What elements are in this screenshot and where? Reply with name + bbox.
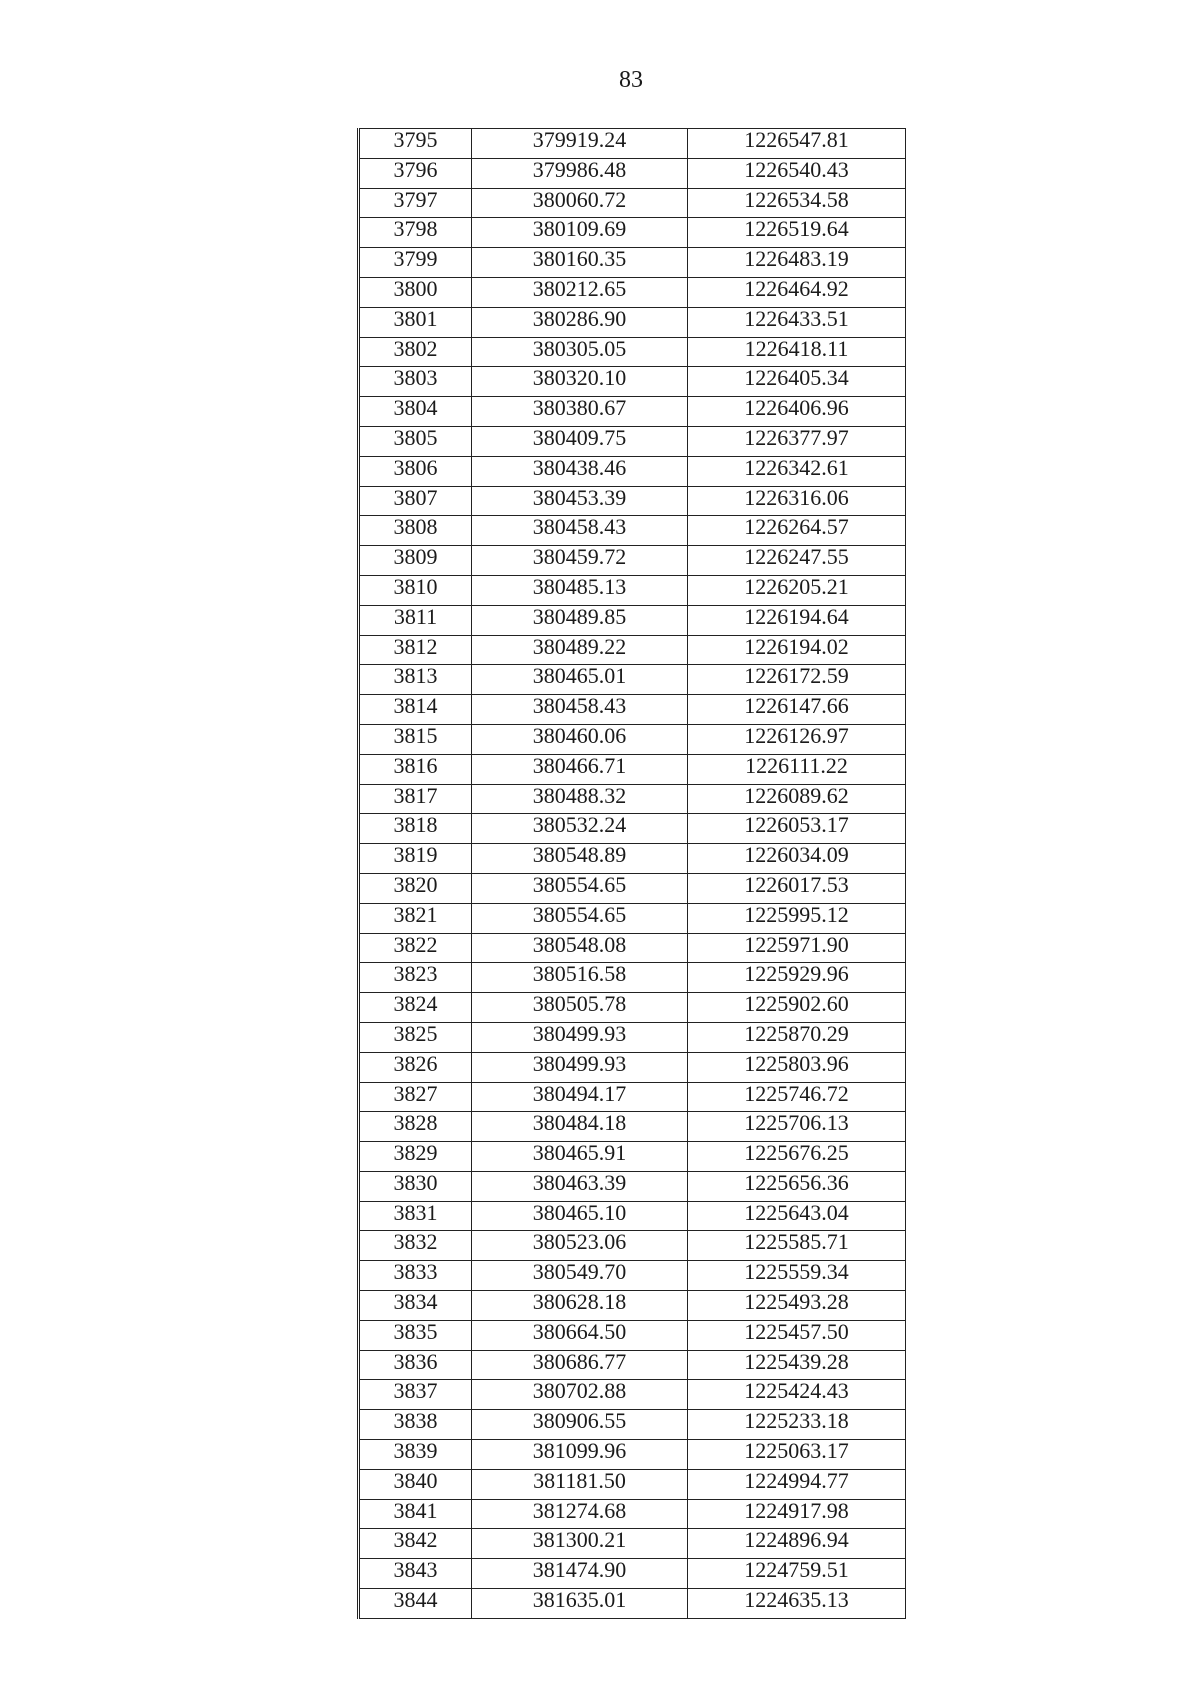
x-coordinate-cell: 380489.22: [472, 635, 688, 665]
x-coordinate-cell: 379919.24: [472, 129, 688, 159]
x-coordinate-cell: 380488.32: [472, 784, 688, 814]
y-coordinate-cell: 1226519.64: [688, 218, 906, 248]
y-coordinate-cell: 1226418.11: [688, 337, 906, 367]
y-coordinate-cell: 1226405.34: [688, 367, 906, 397]
table-row: [359, 993, 906, 1023]
x-coordinate-cell: 380686.77: [472, 1350, 688, 1380]
y-coordinate-cell: 1226264.57: [688, 516, 906, 546]
y-coordinate-cell: 1226534.58: [688, 188, 906, 218]
table-row: [359, 426, 906, 456]
point-number-cell: 3842: [359, 1529, 472, 1559]
x-coordinate-cell: 380484.18: [472, 1112, 688, 1142]
y-coordinate-cell: 1225746.72: [688, 1082, 906, 1112]
point-number-cell: 3808: [359, 516, 472, 546]
point-number-cell: 3827: [359, 1082, 472, 1112]
table-row: [359, 814, 906, 844]
x-coordinate-cell: 381300.21: [472, 1529, 688, 1559]
table-row: [359, 218, 906, 248]
x-coordinate-cell: 380906.55: [472, 1410, 688, 1440]
point-number-cell: 3798: [359, 218, 472, 248]
y-coordinate-cell: 1226377.97: [688, 426, 906, 456]
table-row: [359, 1082, 906, 1112]
x-coordinate-cell: 381099.96: [472, 1440, 688, 1470]
point-number-cell: 3840: [359, 1469, 472, 1499]
page-number: 83: [619, 67, 643, 93]
y-coordinate-cell: 1225559.34: [688, 1261, 906, 1291]
point-number-cell: 3813: [359, 665, 472, 695]
x-coordinate-cell: 380499.93: [472, 1022, 688, 1052]
y-coordinate-cell: 1226194.02: [688, 635, 906, 665]
y-coordinate-cell: 1225902.60: [688, 993, 906, 1023]
table-row: [359, 1380, 906, 1410]
y-coordinate-cell: 1224896.94: [688, 1529, 906, 1559]
table-row: [359, 1231, 906, 1261]
y-coordinate-cell: 1225439.28: [688, 1350, 906, 1380]
x-coordinate-cell: 380554.65: [472, 873, 688, 903]
x-coordinate-cell: 380532.24: [472, 814, 688, 844]
point-number-cell: 3837: [359, 1380, 472, 1410]
y-coordinate-cell: 1225656.36: [688, 1171, 906, 1201]
y-coordinate-cell: 1225063.17: [688, 1440, 906, 1470]
table-row: [359, 1529, 906, 1559]
table-row: [359, 605, 906, 635]
point-number-cell: 3811: [359, 605, 472, 635]
point-number-cell: 3807: [359, 486, 472, 516]
x-coordinate-cell: 380664.50: [472, 1320, 688, 1350]
x-coordinate-cell: 380380.67: [472, 397, 688, 427]
y-coordinate-cell: 1225929.96: [688, 963, 906, 993]
x-coordinate-cell: 380060.72: [472, 188, 688, 218]
y-coordinate-cell: 1225870.29: [688, 1022, 906, 1052]
x-coordinate-cell: 380548.89: [472, 844, 688, 874]
table-row: [359, 1171, 906, 1201]
x-coordinate-cell: 380286.90: [472, 307, 688, 337]
table-row: [359, 844, 906, 874]
x-coordinate-cell: 380516.58: [472, 963, 688, 993]
point-number-cell: 3826: [359, 1052, 472, 1082]
y-coordinate-cell: 1226464.92: [688, 277, 906, 307]
table-row: [359, 277, 906, 307]
table-row: [359, 248, 906, 278]
table-row: [359, 1052, 906, 1082]
point-number-cell: 3818: [359, 814, 472, 844]
point-number-cell: 3796: [359, 158, 472, 188]
y-coordinate-cell: 1226406.96: [688, 397, 906, 427]
y-coordinate-cell: 1226111.22: [688, 754, 906, 784]
table-row: [359, 1261, 906, 1291]
y-coordinate-cell: 1226089.62: [688, 784, 906, 814]
y-coordinate-cell: 1226147.66: [688, 695, 906, 725]
y-coordinate-cell: 1226205.21: [688, 575, 906, 605]
x-coordinate-cell: 380458.43: [472, 516, 688, 546]
table-row: [359, 337, 906, 367]
y-coordinate-cell: 1226547.81: [688, 129, 906, 159]
x-coordinate-cell: 380489.85: [472, 605, 688, 635]
table-row: [359, 635, 906, 665]
x-coordinate-cell: 381181.50: [472, 1469, 688, 1499]
table-row: [359, 129, 906, 159]
x-coordinate-cell: 380505.78: [472, 993, 688, 1023]
table-row: [359, 754, 906, 784]
table-row: [359, 486, 906, 516]
x-coordinate-cell: 380460.06: [472, 724, 688, 754]
point-number-cell: 3829: [359, 1142, 472, 1172]
point-number-cell: 3841: [359, 1499, 472, 1529]
point-number-cell: 3824: [359, 993, 472, 1023]
point-number-cell: 3812: [359, 635, 472, 665]
y-coordinate-cell: 1226483.19: [688, 248, 906, 278]
table-row: [359, 1499, 906, 1529]
point-number-cell: 3836: [359, 1350, 472, 1380]
point-number-cell: 3795: [359, 129, 472, 159]
x-coordinate-cell: 380548.08: [472, 933, 688, 963]
point-number-cell: 3804: [359, 397, 472, 427]
x-coordinate-cell: 380628.18: [472, 1291, 688, 1321]
y-coordinate-cell: 1225457.50: [688, 1320, 906, 1350]
y-coordinate-cell: 1225971.90: [688, 933, 906, 963]
coordinates-table-body: [359, 129, 906, 1619]
table-row: [359, 933, 906, 963]
point-number-cell: 3805: [359, 426, 472, 456]
y-coordinate-cell: 1224635.13: [688, 1589, 906, 1619]
point-number-cell: 3810: [359, 575, 472, 605]
table-row: [359, 188, 906, 218]
y-coordinate-cell: 1226540.43: [688, 158, 906, 188]
x-coordinate-cell: 381635.01: [472, 1589, 688, 1619]
y-coordinate-cell: 1225995.12: [688, 903, 906, 933]
point-number-cell: 3799: [359, 248, 472, 278]
point-number-cell: 3806: [359, 456, 472, 486]
point-number-cell: 3843: [359, 1559, 472, 1589]
x-coordinate-cell: 381274.68: [472, 1499, 688, 1529]
point-number-cell: 3822: [359, 933, 472, 963]
table-row: [359, 724, 906, 754]
point-number-cell: 3833: [359, 1261, 472, 1291]
table-row: [359, 307, 906, 337]
x-coordinate-cell: 380438.46: [472, 456, 688, 486]
point-number-cell: 3832: [359, 1231, 472, 1261]
table-row: [359, 695, 906, 725]
y-coordinate-cell: 1226053.17: [688, 814, 906, 844]
point-number-cell: 3828: [359, 1112, 472, 1142]
y-coordinate-cell: 1224994.77: [688, 1469, 906, 1499]
y-coordinate-cell: 1226126.97: [688, 724, 906, 754]
x-coordinate-cell: 380109.69: [472, 218, 688, 248]
table-row: [359, 367, 906, 397]
y-coordinate-cell: 1225676.25: [688, 1142, 906, 1172]
table-row: [359, 1440, 906, 1470]
table-row: [359, 963, 906, 993]
y-coordinate-cell: 1225424.43: [688, 1380, 906, 1410]
x-coordinate-cell: 380212.65: [472, 277, 688, 307]
point-number-cell: 3821: [359, 903, 472, 933]
table-row: [359, 1112, 906, 1142]
x-coordinate-cell: 380160.35: [472, 248, 688, 278]
point-number-cell: 3823: [359, 963, 472, 993]
table-row: [359, 1320, 906, 1350]
y-coordinate-cell: 1226017.53: [688, 873, 906, 903]
x-coordinate-cell: 380499.93: [472, 1052, 688, 1082]
x-coordinate-cell: 380320.10: [472, 367, 688, 397]
table-row: [359, 1469, 906, 1499]
x-coordinate-cell: 380465.10: [472, 1201, 688, 1231]
y-coordinate-cell: 1225493.28: [688, 1291, 906, 1321]
table-row: [359, 784, 906, 814]
table-row: [359, 158, 906, 188]
point-number-cell: 3830: [359, 1171, 472, 1201]
y-coordinate-cell: 1226247.55: [688, 546, 906, 576]
x-coordinate-cell: 380409.75: [472, 426, 688, 456]
x-coordinate-cell: 380702.88: [472, 1380, 688, 1410]
y-coordinate-cell: 1226172.59: [688, 665, 906, 695]
table-row: [359, 456, 906, 486]
table-row: [359, 903, 906, 933]
x-coordinate-cell: 379986.48: [472, 158, 688, 188]
point-number-cell: 3802: [359, 337, 472, 367]
point-number-cell: 3835: [359, 1320, 472, 1350]
point-number-cell: 3816: [359, 754, 472, 784]
x-coordinate-cell: 380485.13: [472, 575, 688, 605]
table-row: [359, 1350, 906, 1380]
table-row: [359, 873, 906, 903]
table-row: [359, 1022, 906, 1052]
y-coordinate-cell: 1224917.98: [688, 1499, 906, 1529]
table-row: [359, 1142, 906, 1172]
y-coordinate-cell: 1225233.18: [688, 1410, 906, 1440]
point-number-cell: 3834: [359, 1291, 472, 1321]
x-coordinate-cell: 380466.71: [472, 754, 688, 784]
x-coordinate-cell: 381474.90: [472, 1559, 688, 1589]
point-number-cell: 3800: [359, 277, 472, 307]
point-number-cell: 3844: [359, 1589, 472, 1619]
table-row: [359, 397, 906, 427]
x-coordinate-cell: 380494.17: [472, 1082, 688, 1112]
y-coordinate-cell: 1225643.04: [688, 1201, 906, 1231]
x-coordinate-cell: 380554.65: [472, 903, 688, 933]
y-coordinate-cell: 1226194.64: [688, 605, 906, 635]
y-coordinate-cell: 1225706.13: [688, 1112, 906, 1142]
point-number-cell: 3809: [359, 546, 472, 576]
point-number-cell: 3817: [359, 784, 472, 814]
table-row: [359, 1410, 906, 1440]
x-coordinate-cell: 380523.06: [472, 1231, 688, 1261]
table-row: [359, 575, 906, 605]
point-number-cell: 3831: [359, 1201, 472, 1231]
point-number-cell: 3825: [359, 1022, 472, 1052]
point-number-cell: 3838: [359, 1410, 472, 1440]
y-coordinate-cell: 1226433.51: [688, 307, 906, 337]
x-coordinate-cell: 380549.70: [472, 1261, 688, 1291]
x-coordinate-cell: 380465.01: [472, 665, 688, 695]
point-number-cell: 3820: [359, 873, 472, 903]
table-row: [359, 546, 906, 576]
point-number-cell: 3839: [359, 1440, 472, 1470]
table-row: [359, 1291, 906, 1321]
x-coordinate-cell: 380453.39: [472, 486, 688, 516]
y-coordinate-cell: 1224759.51: [688, 1559, 906, 1589]
y-coordinate-cell: 1226316.06: [688, 486, 906, 516]
point-number-cell: 3803: [359, 367, 472, 397]
coordinates-table: [357, 128, 906, 1619]
x-coordinate-cell: 380463.39: [472, 1171, 688, 1201]
point-number-cell: 3801: [359, 307, 472, 337]
x-coordinate-cell: 380458.43: [472, 695, 688, 725]
table-row: [359, 1589, 906, 1619]
x-coordinate-cell: 380459.72: [472, 546, 688, 576]
table-row: [359, 665, 906, 695]
x-coordinate-cell: 380465.91: [472, 1142, 688, 1172]
table-row: [359, 1559, 906, 1589]
point-number-cell: 3797: [359, 188, 472, 218]
table-row: [359, 516, 906, 546]
point-number-cell: 3819: [359, 844, 472, 874]
y-coordinate-cell: 1225803.96: [688, 1052, 906, 1082]
y-coordinate-cell: 1226034.09: [688, 844, 906, 874]
x-coordinate-cell: 380305.05: [472, 337, 688, 367]
y-coordinate-cell: 1226342.61: [688, 456, 906, 486]
point-number-cell: 3815: [359, 724, 472, 754]
table-row: [359, 1201, 906, 1231]
point-number-cell: 3814: [359, 695, 472, 725]
y-coordinate-cell: 1225585.71: [688, 1231, 906, 1261]
